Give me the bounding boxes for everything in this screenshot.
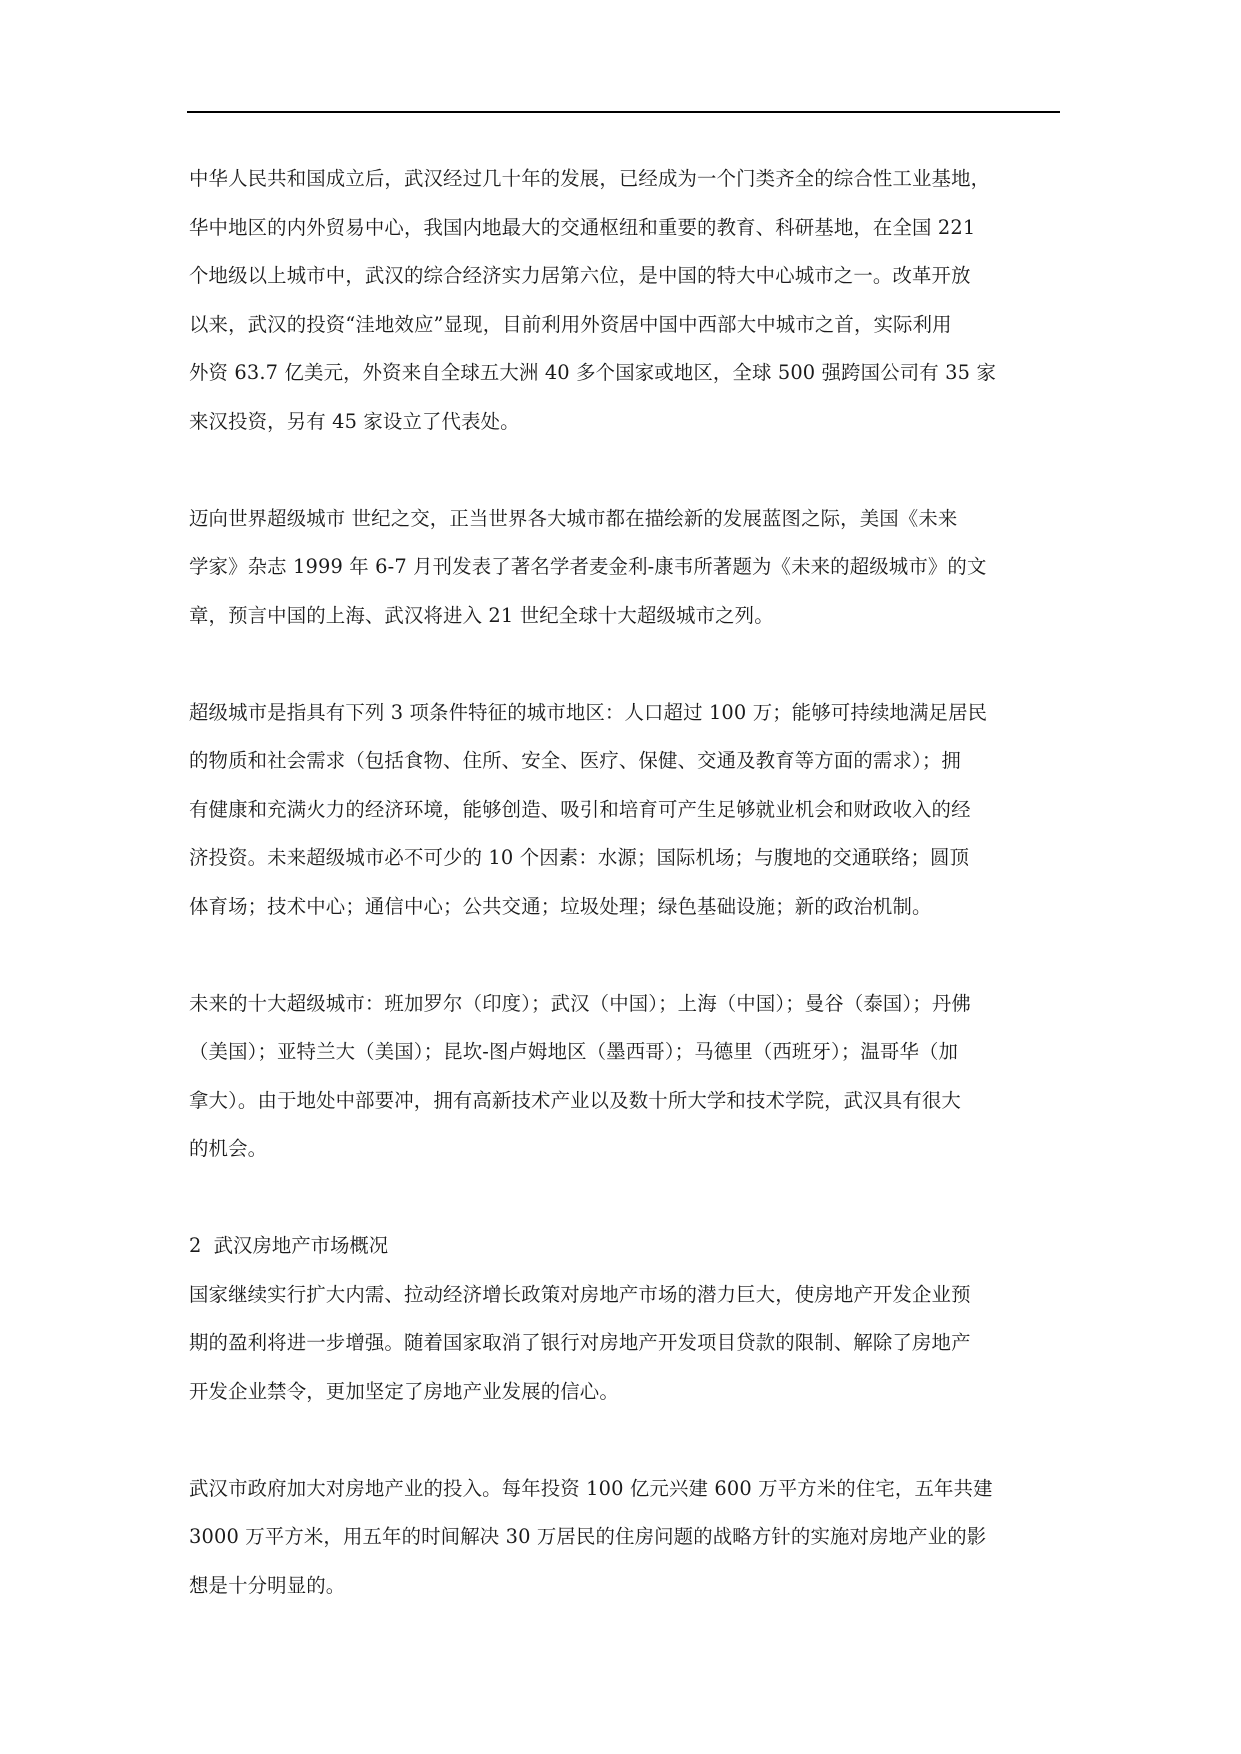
paragraph-gap — [189, 931, 1060, 980]
paragraph-wuhan-overview: 中华人民共和国成立后，武汉经过几十年的发展，已经成为一个门类齐全的综合性工业基地， 华中地区的内外贸易中心，我国内地最大的交通枢纽和重要的教育、科研基地，在全国 221 个地级以上城市中，武汉的综合经济实力居第六位，是中国的特大中心城市之一。改革开放 以来，武汉的投资“洼地效应”显现，目前利用外资居中国中西部大中城市之首，实际利用 外资 63.7 亿美元，外资来自全球五大洲 40 多个国家或地区，全球 500 强跨国公司有 35 家 来汉投资，另有 45 家设立了代表处。 — [189, 167, 996, 433]
paragraph-gap — [189, 446, 1060, 495]
paragraph-gap — [189, 640, 1060, 689]
paragraph-gap — [189, 1416, 1060, 1465]
paragraph-super-city-intro: 迈向世界超级城市 世纪之交，正当世界各大城市都在描绘新的发展蓝图之际，美国《未来 学家》杂志 1999 年 6-7 月刊发表了著名学者麦金利-康韦所著题为《未来的超级城市》的文 章，预言中国的上海、武汉将进入 21 世纪全球十大超级城市之列。 — [189, 506, 987, 627]
section-heading: 2 武汉房地产市场概况 — [189, 1234, 389, 1257]
paragraph-national-policy: 国家继续实行扩大内需、拉动经济增长政策对房地产市场的潜力巨大，使房地产开发企业预 期的盈利将进一步增强。随着国家取消了银行对房地产开发项目贷款的限制、解除了房地产 开发企业禁令，更加坚定了房地产业发展的信心。 — [189, 1282, 971, 1403]
paragraph-top-ten-cities: 未来的十大超级城市：班加罗尔（印度）；武汉（中国）；上海（中国）；曼谷（泰国）；丹佛 （美国）；亚特兰大（美国）；昆坎-图卢姆地区（墨西哥）；马德里（西班牙）；温哥华（加 拿大）。由于地处中部要冲，拥有高新技术产业以及数十所大学和技术学院，武汉具有很大 的机会。 — [189, 991, 971, 1160]
document-body — [189, 155, 1060, 1610]
paragraph-municipal-investment: 武汉市政府加大对房地产业的投入。每年投资 100 亿元兴建 600 万平方米的住宅，五年共建 3000 万平方米，用五年的时间解决 30 万居民的住房问题的战略方针的实施对房地产业的影 想是十分明显的。 — [189, 1476, 993, 1597]
paragraph-gap — [189, 1174, 1060, 1223]
paragraph-super-city-definition: 超级城市是指具有下列 3 项条件特征的城市地区：人口超过 100 万；能够可持续地满足居民 的物质和社会需求（包括食物、住所、安全、医疗、保健、交通及教育等方面的需求）；拥 有健康和充满火力的经济环境，能够创造、吸引和培育可产生足够就业机会和财政收入的经 济投资。未来超级城市必不可少的 10 个因素：水源；国际机场；与腹地的交通联络；圆顶 体育场；技术中心；通信中心；公共交通；垃圾处理；绿色基础设施；新的政治机制。 — [189, 700, 988, 918]
header-rule — [187, 111, 1060, 113]
